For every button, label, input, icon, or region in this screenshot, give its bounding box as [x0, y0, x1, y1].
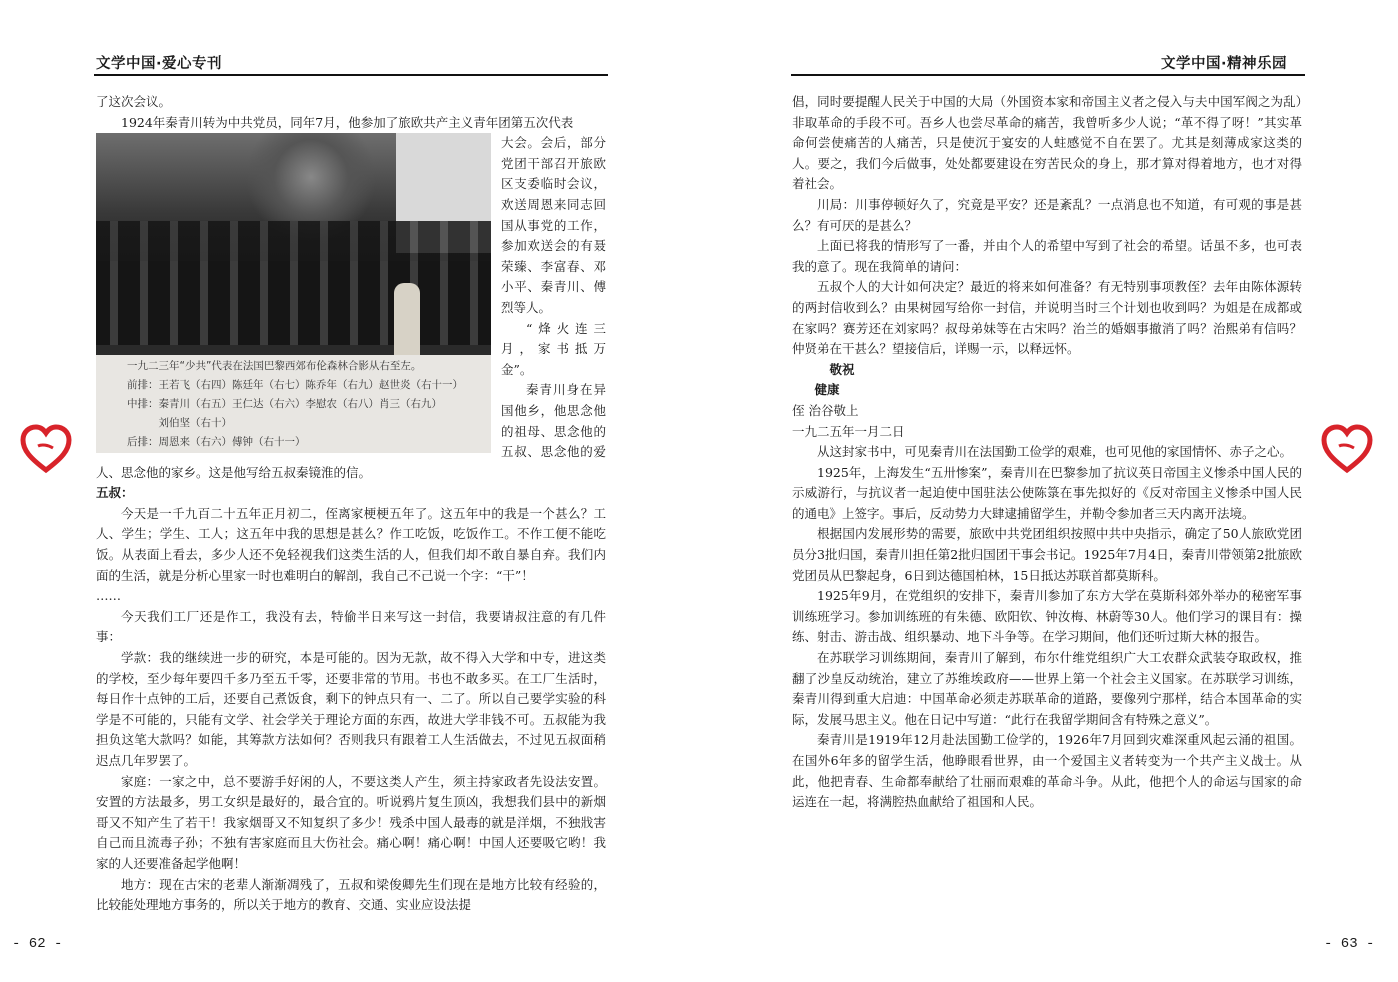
- caption-line: 前排：王若飞（右四）陈廷年（右七）陈乔年（右九）赵世炎（右十一）: [127, 379, 463, 392]
- paragraph: “烽火连三月，家书抵万金”。: [501, 320, 606, 377]
- paragraph: 川局：川事停顿好久了，究竟是平安？还是紊乱？一点消息也不知道，有可观的事是甚么？有可厌的是甚么？: [792, 196, 1302, 233]
- right-page: [699, 0, 1398, 982]
- caption-line: 中排：秦青川（右五）王仁达（右六）李慰农（右八）肖三（右九）: [127, 398, 442, 411]
- paragraph: 五叔个人的大计如何决定？最近的将来如何准备？有无特别事项教侄？去年由陈体源转的两封信收到么？由果树园写给你一封信，并说明当时三个计划也收到吗？为姐是在成都或在家吗？赛芳还在刘家吗？叔母弟妹等在古宋吗？治兰的婚姻事撤消了吗？治熙弟有信吗？仲贤弟在干甚么？望接信后，详赐一示，以释远怀。: [792, 279, 1302, 357]
- caption-line: 一九二三年“少共”代表在法国巴黎西郊布伦森林合影从右至左。: [127, 360, 422, 373]
- paragraph: 上面已将我的情形写了一番，并由个人的希望中写到了社会的希望。话虽不多，也可表我的意了。现在我简单的请问：: [792, 238, 1302, 274]
- left-header-rule: [94, 74, 608, 76]
- paragraph: 从这封家书中，可见秦青川在法国勤工俭学的艰难，也可见他的家国情怀、赤子之心。: [817, 444, 1293, 460]
- letter-date: 一九二五年一月二日: [792, 423, 905, 439]
- paragraph: 五叔：: [96, 485, 134, 501]
- paragraph: 秦青川是1919年12月赴法国勤工俭学的，1926年7月回到灾难深重风起云涌的祖国。在国外6年多的留学生活，他睁眼看世界，由一个爱国主义者转变为一个共产主义战士。从此，他把青春、生命都奉献给了壮丽而艰难的革命斗争。从此，他把个人的命运与国家的命运连在一起，将满腔热血献给了祖国和人民。: [792, 732, 1302, 810]
- heart-hand-icon: [20, 424, 72, 474]
- paragraph: 秦青川身在异国他乡，他思念他的祖母、思念他的五叔、思念他的爱人、思念他的家乡。这是他写给五叔秦镜淮的信。: [96, 382, 606, 480]
- paragraph: 在苏联学习训练期间，秦青川了解到，布尔什维党组织广大工农群众武装夺取政权，推翻了沙皇反动统治，建立了苏维埃政府——世界上第一个社会主义国家。在苏联学习训练，秦青川得到重大启迪：中国革命必须走苏联革命的道路，要像列宁那样，结合本国革命的实际，发展马思主义。他在日记中写道：“此行在我留学期间含有特殊之意义”。: [792, 650, 1302, 727]
- paragraph: 1924年秦青川转为中共党员，同年7月，他参加了旅欧共产主义青年团第五次代表 一九二三年“少共”代表在法国巴黎西郊布伦森林合影从右至左。 前排：王若飞（右四）陈廷年（右七）陈乔年（右九）赵世炎（右十一） 中排：秦青川（右五）王仁达（右六）李慰农（右八）肖三（右九） 刘伯坚（右十） 后排：周恩来（右六）傅钟（右十一） 大会。会后，部分党团干部召开旅欧区支委临时会议，欢送周恩来同志回国从事党的工作，参加欢送会的有聂荣臻、李富春、邓小平、秦青川、傅烈等人。: [96, 113, 606, 319]
- right-header-rule: [791, 74, 1305, 76]
- group-photo: [96, 133, 491, 453]
- left-page-number: - 62 -: [12, 936, 63, 952]
- paragraph: 1925年9月，在党组织的安排下，秦青川参加了东方大学在莫斯科郊外举办的秘密军事训练班学习。参加训练班的有朱德、欧阳钦、钟汝梅、林蔚等30人。他们学习的课目有：操练、射击、游击战、组织暴动、地下斗争等。在学习期间，他们还听过斯大林的报告。: [792, 588, 1302, 645]
- paragraph: 学款：我的继续进一步的研究，本是可能的。因为无款，故不得入大学和中专，进这类的学校，至少每年要四千多乃至五千零，还要非常的节用。书也不敢多买。在工厂生活时，每日作十点钟的工后，还要自己煮饭食，剩下的钟点只有一、二了。所以自己要学实验的科学是不可能的，只能有文学、社会学关于理论方面的东西，故进大学非钱不可。五叔能为我担负这笔大款吗？如能，其筹款方法如何？否则我只有跟着工人生活做去，不过见五叔面稍迟点几年罗罢了。: [96, 650, 606, 768]
- caption-line: 刘伯坚（右十）: [127, 417, 232, 430]
- left-body-text: [96, 92, 606, 916]
- paragraph: 根据国内发展形势的需要，旅欧中共党团组织按照中共中央指示，确定了50人旅欧党团员分3批归国，秦青川担任第2批归国团干事会书记。1925年7月4日，秦青川带领第2批旅欧党团员从巴黎起身，6日到达德国柏林，15日抵达苏联首都莫斯科。: [792, 526, 1302, 583]
- paragraph: 地方：现在古宋的老辈人渐渐凋残了，五叔和梁俊卿先生们现在是地方比较有经验的，比较能处理地方事务的，所以关于地方的教育、交通、实业应设法提: [96, 876, 606, 913]
- photo-image: [96, 133, 491, 355]
- paragraph: ……: [96, 588, 121, 604]
- closing-wish: 健康: [814, 382, 840, 398]
- paragraph: 家庭：一家之中，总不要游手好闲的人，不要这类人产生，须主持家政者先设法安置。安置的方法最多，男工女织是最好的，最合宜的。听说鸦片复生顶凶，我想我们县中的新烟哥又不知产生了若干！我家烟哥又不知复织了多少！残杀中国人最毒的就是洋烟，不独戕害自己而且流毒子孙；不独有害家庭而且大伤社会。痛心啊！痛心啊！中国人还要吸它哟！我家的人还要准备起学他啊！: [96, 773, 606, 871]
- paragraph: 了这次会议。: [96, 94, 172, 109]
- paragraph: 1925年，上海发生“五卅惨案”，秦青川在巴黎参加了抗议英日帝国主义惨杀中国人民的示威游行，与抗议者一起迫使中国驻法公使陈箓在事先拟好的《反对帝国主义惨杀中国人民的通电》上签字。事后，反动势力大肆逮捕留学生，并勒令参加者三天内离开法境。: [792, 464, 1302, 521]
- right-page-number: - 63 -: [1324, 936, 1375, 952]
- caption-line: 后排：周恩来（右六）傅钟（右十一）: [127, 436, 306, 449]
- paragraph: 今天我们工厂还是作工，我没有去，特偷半日来写这一封信，我要请叔注意的有几件事：: [96, 608, 606, 645]
- signature: 侄 治谷敬上: [792, 402, 859, 418]
- right-header-title: 文学中国·精神乐园: [1161, 56, 1288, 72]
- heart-hand-icon: [1321, 424, 1373, 474]
- right-body-text: [792, 92, 1302, 813]
- photo-caption: [96, 355, 491, 453]
- paragraph: 倡，同时要提醒人民关于中国的大局（外国资本家和帝国主义者之侵入与夫中国军阀之为乱）非取革命的手段不可。吾乡人也尝尽革命的痛苦，我曾听多少人说；“革不得了呀！”其实革命何尝使痛苦的人痛苦，只是使沉于宴安的人蛀感觉不自在罢了。尤其是刻薄成家这类的人。要之，我们今后做事，处处都要建设在穷苦民众的身上，那才算对得着地方，也才对得着社会。: [792, 94, 1302, 192]
- closing-greeting: 敬祝: [829, 361, 855, 377]
- left-header-title: 文学中国·爱心专刊: [96, 56, 223, 72]
- paragraph: 今天是一千九百二十五年正月初二，侄离家梗梗五年了。这五年中的我是一个甚么？工人、学生；学生、工人；这五年中我的思想是甚么？作工吃饭，吃饭作工。不作工便不能吃饭。从表面上看去，多少人还不免轻视我们这类生活的人，但我们却不敢自暴自弃。我们内面的生活，就是分析心里家一时也难明白的解剖，我自己不己说一个字：“干”！: [96, 505, 606, 583]
